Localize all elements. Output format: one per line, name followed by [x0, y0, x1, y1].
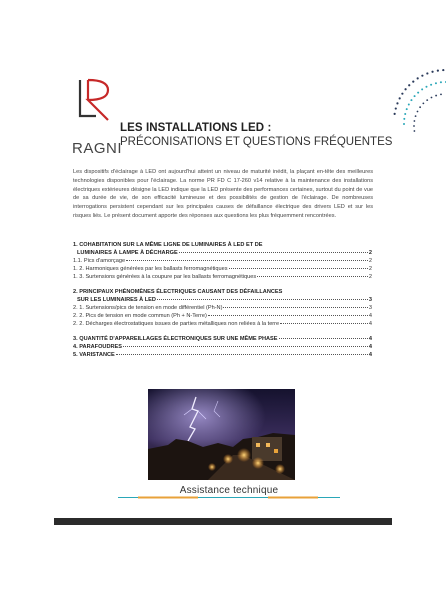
- table-of-contents: [73, 241, 372, 359]
- toc-section-4[interactable]: [73, 343, 372, 351]
- banner-rule: [118, 496, 340, 499]
- toc-page: 3: [368, 297, 372, 303]
- toc-label: 5. VARISTANCE: [73, 352, 115, 358]
- toc-page: 2: [368, 266, 372, 272]
- toc-item-1-2[interactable]: [73, 265, 372, 273]
- toc-section-5[interactable]: [73, 351, 372, 359]
- toc-section-3[interactable]: [73, 335, 372, 343]
- toc-section-1-heading: 1. COHABITATION SUR LA MÊME LIGNE DE LUMINAIRES À LED ET DE: [73, 242, 263, 248]
- toc-section-1[interactable]: [73, 249, 372, 257]
- intro-paragraph: Les dispositifs d'éclairage à LED ont aujourd'hui atteint un niveau de maturité inédit, la plaçant en-tête des meilleures technologies disponibles pour l'éclairage. La norme PR FD C 17-260 v14 relative à la maintenance des installations électriques extérieures désigne la LED indique que la LED présente des performances certaines, surtout du point de vue de sa durée de vie, de son efficacité lumineuse et des possibilités de gestion de l'éclairage. De nombreuses interrogations persistent cependant sur les principales causes de défaillance électrique des drivers LED et sur les risques liés. Le présent document apporte des réponses aux questions les plus fréquemment rencontrées.: [73, 169, 373, 219]
- toc-label: SUR LES LUMINAIRES À LED: [77, 297, 156, 303]
- toc-section-2-heading: 2. PRINCIPAUX PHÉNOMÈNES ÉLECTRIQUES CAUSANT DES DÉFAILLANCES: [73, 289, 283, 295]
- toc-item-1-3[interactable]: [73, 273, 372, 281]
- footer-bar: [54, 518, 392, 525]
- toc-item-2-1[interactable]: [73, 304, 372, 312]
- toc-item-1-1[interactable]: [73, 257, 372, 265]
- toc-section-2[interactable]: [73, 296, 372, 304]
- toc-label: 1.1. Pics d'amorçage: [73, 258, 126, 264]
- title-line-2: PRÉCONISATIONS ET QUESTIONS FRÉQUENTES: [120, 136, 393, 148]
- title-line-1: LES INSTALLATIONS LED :: [120, 122, 272, 134]
- night-lightning-photo: [148, 389, 295, 480]
- toc-label: 3. QUANTITÉ D'APPAREILLAGES ÉLECTRONIQUES SUR UNE MÊME PHASE: [73, 336, 278, 342]
- toc-item-2-3[interactable]: [73, 320, 372, 328]
- toc-label: 1. 3. Surtensions générées à la coupure par les ballasts ferromagnétiques: [73, 274, 257, 280]
- toc-page: 4: [368, 336, 372, 342]
- toc-page: 4: [368, 321, 372, 327]
- toc-page: 4: [368, 313, 372, 319]
- toc-label: LUMINAIRES À LAMPE À DÉCHARGE: [77, 250, 178, 256]
- assistance-banner: [118, 482, 340, 500]
- toc-page: 3: [368, 305, 372, 311]
- toc-page: 4: [368, 344, 372, 350]
- toc-page: 2: [368, 250, 372, 256]
- toc-label: 1. 2. Harmoniques générées par les ballasts ferromagnétiques: [73, 266, 228, 272]
- banner-title: Assistance technique: [179, 485, 279, 496]
- toc-page: 2: [368, 274, 372, 280]
- document-title: [120, 122, 420, 148]
- ragni-logo-mark: [74, 76, 118, 142]
- toc-page: 4: [368, 352, 372, 358]
- toc-label: 2. 2. Pics de tension en mode commun (Ph + N-Terre): [73, 313, 207, 319]
- toc-label: 4. PARAFOUDRES: [73, 344, 123, 350]
- brand-name: RAGNI: [72, 140, 123, 157]
- toc-page: 2: [368, 258, 372, 264]
- toc-item-2-2[interactable]: [73, 312, 372, 320]
- toc-label: 2. 1. Surtensions/pics de tension en mode différentiel (Ph-N): [73, 305, 223, 311]
- toc-label: 2. 2. Décharges électrostatiques issues de parties métalliques non reliées à la terre: [73, 321, 280, 327]
